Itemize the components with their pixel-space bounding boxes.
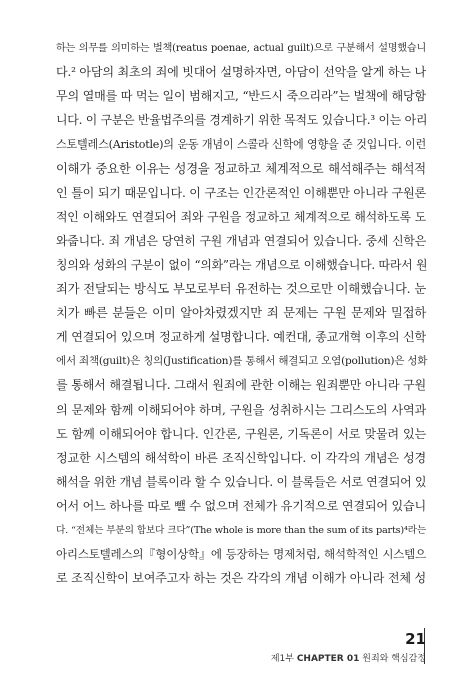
text-line: 스토텔레스(Aristotle)의 운동 개념이 스콜라 신학에 영향을 준 것입니다. 이런 — [56, 138, 426, 152]
text-line: 도 함께 이해되어야 합니다. 인간론, 구원론, 기독론이 서로 맞물려 있는 — [56, 426, 426, 441]
text-line: 하는 의무를 의미하는 벌책(reatus poenae, actual guilt)으로 구분해서 설명했습니 — [56, 43, 426, 54]
text-line: 의 문제와 함께 이해되어야 하며, 구원을 성취하시는 그리스도의 사역과 — [56, 402, 426, 417]
text-line: 죄가 전달되는 방식도 부모로부터 유전하는 것으로만 이해했습니다. 눈 — [56, 282, 426, 296]
text-line: 를 통해서 해결됩니다. 그래서 원죄에 관한 이해는 원죄뿐만 아니라 구원 — [56, 378, 426, 393]
text-line: 치가 빠른 분들은 이미 알아차렸겠지만 죄 문제는 구원 문제와 밀접하 — [56, 306, 426, 321]
text-line: 적인 이해와도 연결되어 죄와 구원을 정교하고 체계적으로 해석하도록 도 — [56, 209, 426, 224]
text-line: 어서 어느 하나를 따로 뺄 수 없으며 전체가 유기적으로 연결되어 있습니 — [56, 498, 426, 513]
running-footer — [271, 651, 426, 664]
text-line: 에서 죄책(guilt)은 칭의(Justification)를 통해서 해결되고 오염(pollution)은 성화 — [56, 355, 428, 368]
text-line: 칭의와 성화의 구분이 없이 “의화”라는 개념으로 이해했습니다. 따라서 원 — [56, 257, 428, 272]
text-line: 로 조직신학이 보여주고자 하는 것은 각각의 개념 이해가 아니라 전체 성 — [56, 571, 426, 586]
footer-part: 제1부 — [270, 654, 294, 664]
text-line: 니다. 이 구분은 반율법주의를 경계하기 위한 목적도 있습니다.³ 이는 아리 — [56, 113, 428, 128]
text-line: 와줍니다. 죄 개념은 당연히 구원 개념과 연결되어 있습니다. 중세 신학은 — [56, 233, 426, 248]
text-line: 정교한 시스템의 해석학이 바른 조직신학입니다. 이 각각의 개념은 성경 — [56, 450, 426, 465]
text-line: 이해가 중요한 이유는 성경을 정교하고 체계적으로 해석해주는 해석적 — [56, 161, 426, 176]
text-line: 인 틀이 되기 때문입니다. 이 구조는 인간론적인 이해뿐만 아니라 구원론 — [56, 185, 426, 200]
text-line: 다.² 아담의 최초의 죄에 빗대어 설명하자면, 아담이 선악을 알게 하는 나 — [56, 65, 426, 80]
text-line: 다. “전체는 부분의 합보다 크다”(The whole is more than the sum of its parts)⁴라는 — [56, 525, 426, 536]
text-line: 아리스토텔레스의『형이상학』에 등장하는 명제처럼, 해석학적인 시스템으 — [56, 547, 426, 562]
page-number: 21 — [405, 630, 426, 648]
text-line: 게 연결되어 있으며 정교하게 설명합니다. 예컨대, 종교개혁 이후의 신학 — [56, 330, 426, 345]
footer-chapter-title: 원죄와 핵심감정 — [362, 654, 426, 664]
footer-chapter: CHAPTER 01 — [296, 654, 360, 664]
text-line: 해석을 위한 개념 블록이라 할 수 있습니다. 이 블록들은 서로 연결되어 있 — [56, 474, 427, 489]
text-line: 무의 열매를 따 먹는 일이 범해지고, “반드시 죽으리라”는 벌책에 해당함 — [56, 89, 426, 104]
